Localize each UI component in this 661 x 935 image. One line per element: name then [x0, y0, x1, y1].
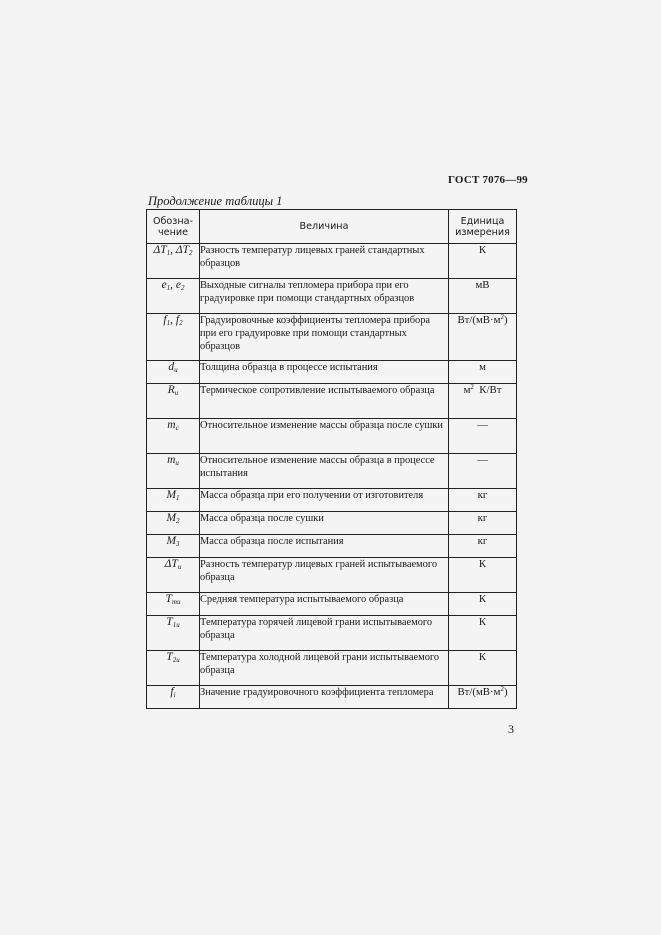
- row-unit: —: [449, 454, 517, 489]
- row-quantity: Относительное изменение массы образца после сушки: [200, 419, 449, 454]
- row-symbol: $M_2$: [147, 512, 200, 535]
- header-symbol: Обозна- чение: [147, 210, 200, 244]
- row-unit: К: [449, 244, 517, 279]
- row-symbol: $M_1$: [147, 489, 200, 512]
- page-number: 3: [508, 722, 514, 736]
- row-unit: К: [449, 558, 517, 593]
- table-row: [147, 535, 517, 558]
- row-unit: м: [449, 361, 517, 384]
- row-symbol: $m_c$: [147, 419, 200, 454]
- row-unit: кг: [449, 535, 517, 558]
- row-unit: $Вт/(мВ\cdot м^2)$: [449, 686, 517, 709]
- row-symbol: $e_1$, $e_2$: [147, 279, 200, 314]
- table-row: [147, 384, 517, 419]
- symbols-table: [146, 209, 517, 709]
- row-unit: $Вт/(мВ\cdot м^2)$: [449, 314, 517, 361]
- table-row: [147, 361, 517, 384]
- table-row: [147, 512, 517, 535]
- row-symbol: $m_и$: [147, 454, 200, 489]
- row-quantity: Температура горячей лицевой грани испытываемого образца: [200, 616, 449, 651]
- row-symbol: $d_и$: [147, 361, 200, 384]
- row-unit: $м^2$ К/Вт: [449, 384, 517, 419]
- row-symbol: $\Delta T_и$: [147, 558, 200, 593]
- table-row: [147, 314, 517, 361]
- row-unit: К: [449, 651, 517, 686]
- row-quantity: Температура холодной лицевой грани испытываемого образца: [200, 651, 449, 686]
- row-quantity: Выходные сигналы тепломера прибора при его градуировке при помощи стандартных образцов: [200, 279, 449, 314]
- row-symbol: $T_{ти}$: [147, 593, 200, 616]
- row-quantity: Градуировочные коэффициенты тепломера прибора при его градуировке при помощи стандартных образцов: [200, 314, 449, 361]
- table-row: [147, 489, 517, 512]
- table-row: [147, 454, 517, 489]
- row-quantity: Разность температур лицевых граней стандартных образцов: [200, 244, 449, 279]
- row-symbol: $T_{2и}$: [147, 651, 200, 686]
- row-symbol: $f_1$, $f_2$: [147, 314, 200, 361]
- row-unit: —: [449, 419, 517, 454]
- header-quantity: Величина: [200, 210, 449, 244]
- row-quantity: Масса образца при его получении от изготовителя: [200, 489, 449, 512]
- header-unit: Единица измерения: [449, 210, 517, 244]
- row-quantity: Масса образца после сушки: [200, 512, 449, 535]
- table-row: [147, 593, 517, 616]
- table-row: [147, 558, 517, 593]
- row-symbol: $\Delta T_1$, $\Delta T_2$: [147, 244, 200, 279]
- row-symbol: $R_и$: [147, 384, 200, 419]
- row-symbol: $f_i$: [147, 686, 200, 709]
- table-row: [147, 419, 517, 454]
- table-row: [147, 244, 517, 279]
- row-quantity: Толщина образца в процессе испытания: [200, 361, 449, 384]
- row-unit: кг: [449, 512, 517, 535]
- table-caption: Продолжение таблицы 1: [148, 194, 283, 208]
- row-unit: К: [449, 616, 517, 651]
- table-row: [147, 616, 517, 651]
- row-unit: кг: [449, 489, 517, 512]
- row-symbol: $M_3$: [147, 535, 200, 558]
- document-code: ГОСТ 7076—99: [448, 174, 528, 186]
- table-row: [147, 279, 517, 314]
- row-symbol: $T_{1и}$: [147, 616, 200, 651]
- row-unit: мВ: [449, 279, 517, 314]
- row-quantity: Средняя температура испытываемого образца: [200, 593, 449, 616]
- row-unit: К: [449, 593, 517, 616]
- table-row: [147, 651, 517, 686]
- row-quantity: Разность температур лицевых граней испытываемого образца: [200, 558, 449, 593]
- row-quantity: Относительное изменение массы образца в процессе испытания: [200, 454, 449, 489]
- row-quantity: Значение градуировочного коэффициента тепломера: [200, 686, 449, 709]
- row-quantity: Масса образца после испытания: [200, 535, 449, 558]
- table-header-row: [147, 210, 517, 244]
- row-quantity: Термическое сопротивление испытываемого образца: [200, 384, 449, 419]
- table-row: [147, 686, 517, 709]
